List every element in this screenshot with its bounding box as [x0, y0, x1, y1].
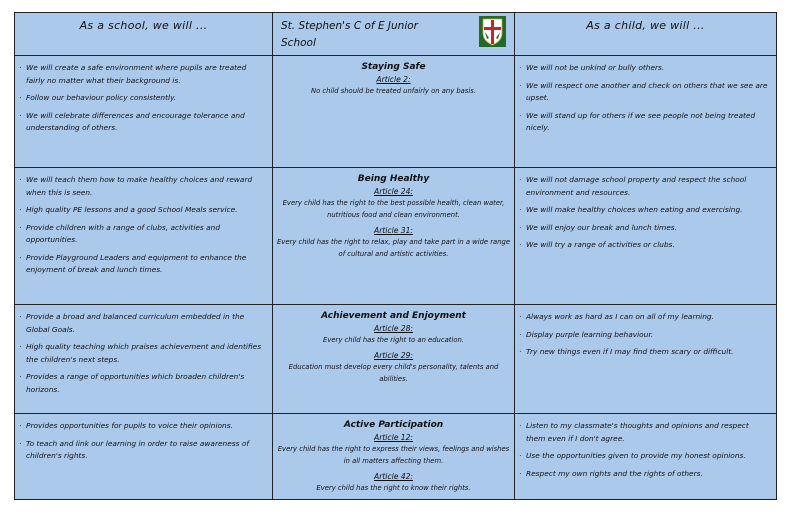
list-item: · We will stand up for others if we see people not being treated nicely. — [519, 110, 770, 135]
article-label: Article 42: — [374, 472, 413, 481]
list-item: · Try new things even if I may find them scary or difficult. — [519, 346, 770, 359]
list-item: · To teach and link our learning in order to raise awareness of children's rights. — [19, 438, 266, 463]
school-commitments — [15, 414, 272, 499]
list-item: · We will try a range of activities or clubs. — [519, 239, 770, 252]
article-label: Article 28: — [374, 324, 413, 333]
list-item: · Always work as hard as I can on all of my learning. — [519, 311, 770, 324]
child-commitments — [515, 414, 776, 499]
article-text: Every child has the right to relax, play and take part in a wide range of cultural and artistic activities. — [277, 238, 511, 258]
list-item: · Provides a range of opportunities which broaden children's horizons. — [19, 371, 266, 396]
list-item: · Listen to my classmate's thoughts and opinions and respect them even if I don't agree. — [519, 420, 770, 445]
school-column-title: As a school, we will ... — [79, 19, 208, 32]
charter-table — [14, 12, 777, 500]
list-item: · Provide a broad and balanced curriculum embedded in the Global Goals. — [19, 311, 266, 336]
article-text: Every child has the right to know their rights. — [316, 484, 471, 492]
article-text: Every child has the right to an education. — [323, 336, 464, 344]
article-label: Article 29: — [374, 351, 413, 360]
child-column-title: As a child, we will ... — [586, 19, 705, 32]
list-item: · We will not be unkind or bully others. — [519, 62, 770, 75]
charter-row-staying-safe — [15, 55, 776, 167]
theme-title: Staying Safe — [361, 62, 426, 72]
list-item: · We will respect one another and check on others that we see are upset. — [519, 80, 770, 105]
list-item: · We will enjoy our break and lunch times. — [519, 222, 770, 235]
list-item: · Use the opportunities given to provide my honest opinions. — [519, 450, 770, 463]
school-commitments — [15, 305, 272, 413]
list-item: · We will create a safe environment where pupils are treated fairly no matter what their background is. — [19, 62, 266, 87]
list-item: · High quality PE lessons and a good School Meals service. — [19, 204, 266, 217]
school-crest-icon — [479, 16, 506, 47]
list-item: · Provide Playground Leaders and equipment to enhance the enjoyment of break and lunch times. — [19, 252, 266, 277]
article-label: Article 24: — [374, 187, 413, 196]
header-row — [15, 13, 776, 55]
article-text: Every child has the right to the best possible health, clean water, nutritious food and clean environment. — [282, 199, 505, 219]
article-label: Article 12: — [374, 433, 413, 442]
article-label: Article 31: — [374, 226, 413, 235]
charter-row-achievement-enjoyment — [15, 304, 776, 413]
child-commitments — [515, 305, 776, 413]
theme-title: Being Healthy — [357, 174, 430, 184]
list-item: · Provide children with a range of clubs, activities and opportunities. — [19, 222, 266, 247]
list-item: · High quality teaching which praises achievement and identifies the children's next steps. — [19, 341, 266, 366]
theme-title: Achievement and Enjoyment — [321, 311, 466, 321]
child-column-header — [515, 13, 776, 55]
charter-row-being-healthy — [15, 167, 776, 304]
school-name: St. Stephen's C of E Junior School — [281, 20, 418, 49]
charter-row-active-participation — [15, 413, 776, 499]
article-label: Article 2: — [376, 75, 411, 84]
school-commitments — [15, 56, 272, 167]
child-commitments — [515, 56, 776, 167]
child-commitments — [515, 168, 776, 304]
list-item: · Follow our behaviour policy consistently. — [19, 92, 266, 105]
article-text: Education must develop every child's personality, talents and abilities. — [288, 363, 499, 383]
theme-title: Active Participation — [343, 420, 444, 430]
school-commitments — [15, 168, 272, 304]
article-text: No child should be treated unfairly on any basis. — [311, 87, 476, 95]
list-item: · We will celebrate differences and encourage tolerance and understanding of others. — [19, 110, 266, 135]
school-column-header — [15, 13, 272, 55]
list-item: · Provides opportunities for pupils to voice their opinions. — [19, 420, 266, 433]
rights-cell — [272, 56, 515, 167]
list-item: · We will not damage school property and respect the school environment and resources. — [519, 174, 770, 199]
article-text: Every child has the right to express their views, feelings and wishes in all matters affecting them. — [277, 445, 510, 465]
rights-cell — [272, 414, 515, 499]
rights-cell — [272, 168, 515, 304]
list-item: · We will teach them how to make healthy choices and reward when this is seen. — [19, 174, 266, 199]
rights-cell — [272, 305, 515, 413]
school-name-cell — [272, 13, 515, 55]
list-item: · We will make healthy choices when eating and exercising. — [519, 204, 770, 217]
list-item: · Respect my own rights and the rights of others. — [519, 468, 770, 481]
list-item: · Display purple learning behaviour. — [519, 329, 770, 342]
